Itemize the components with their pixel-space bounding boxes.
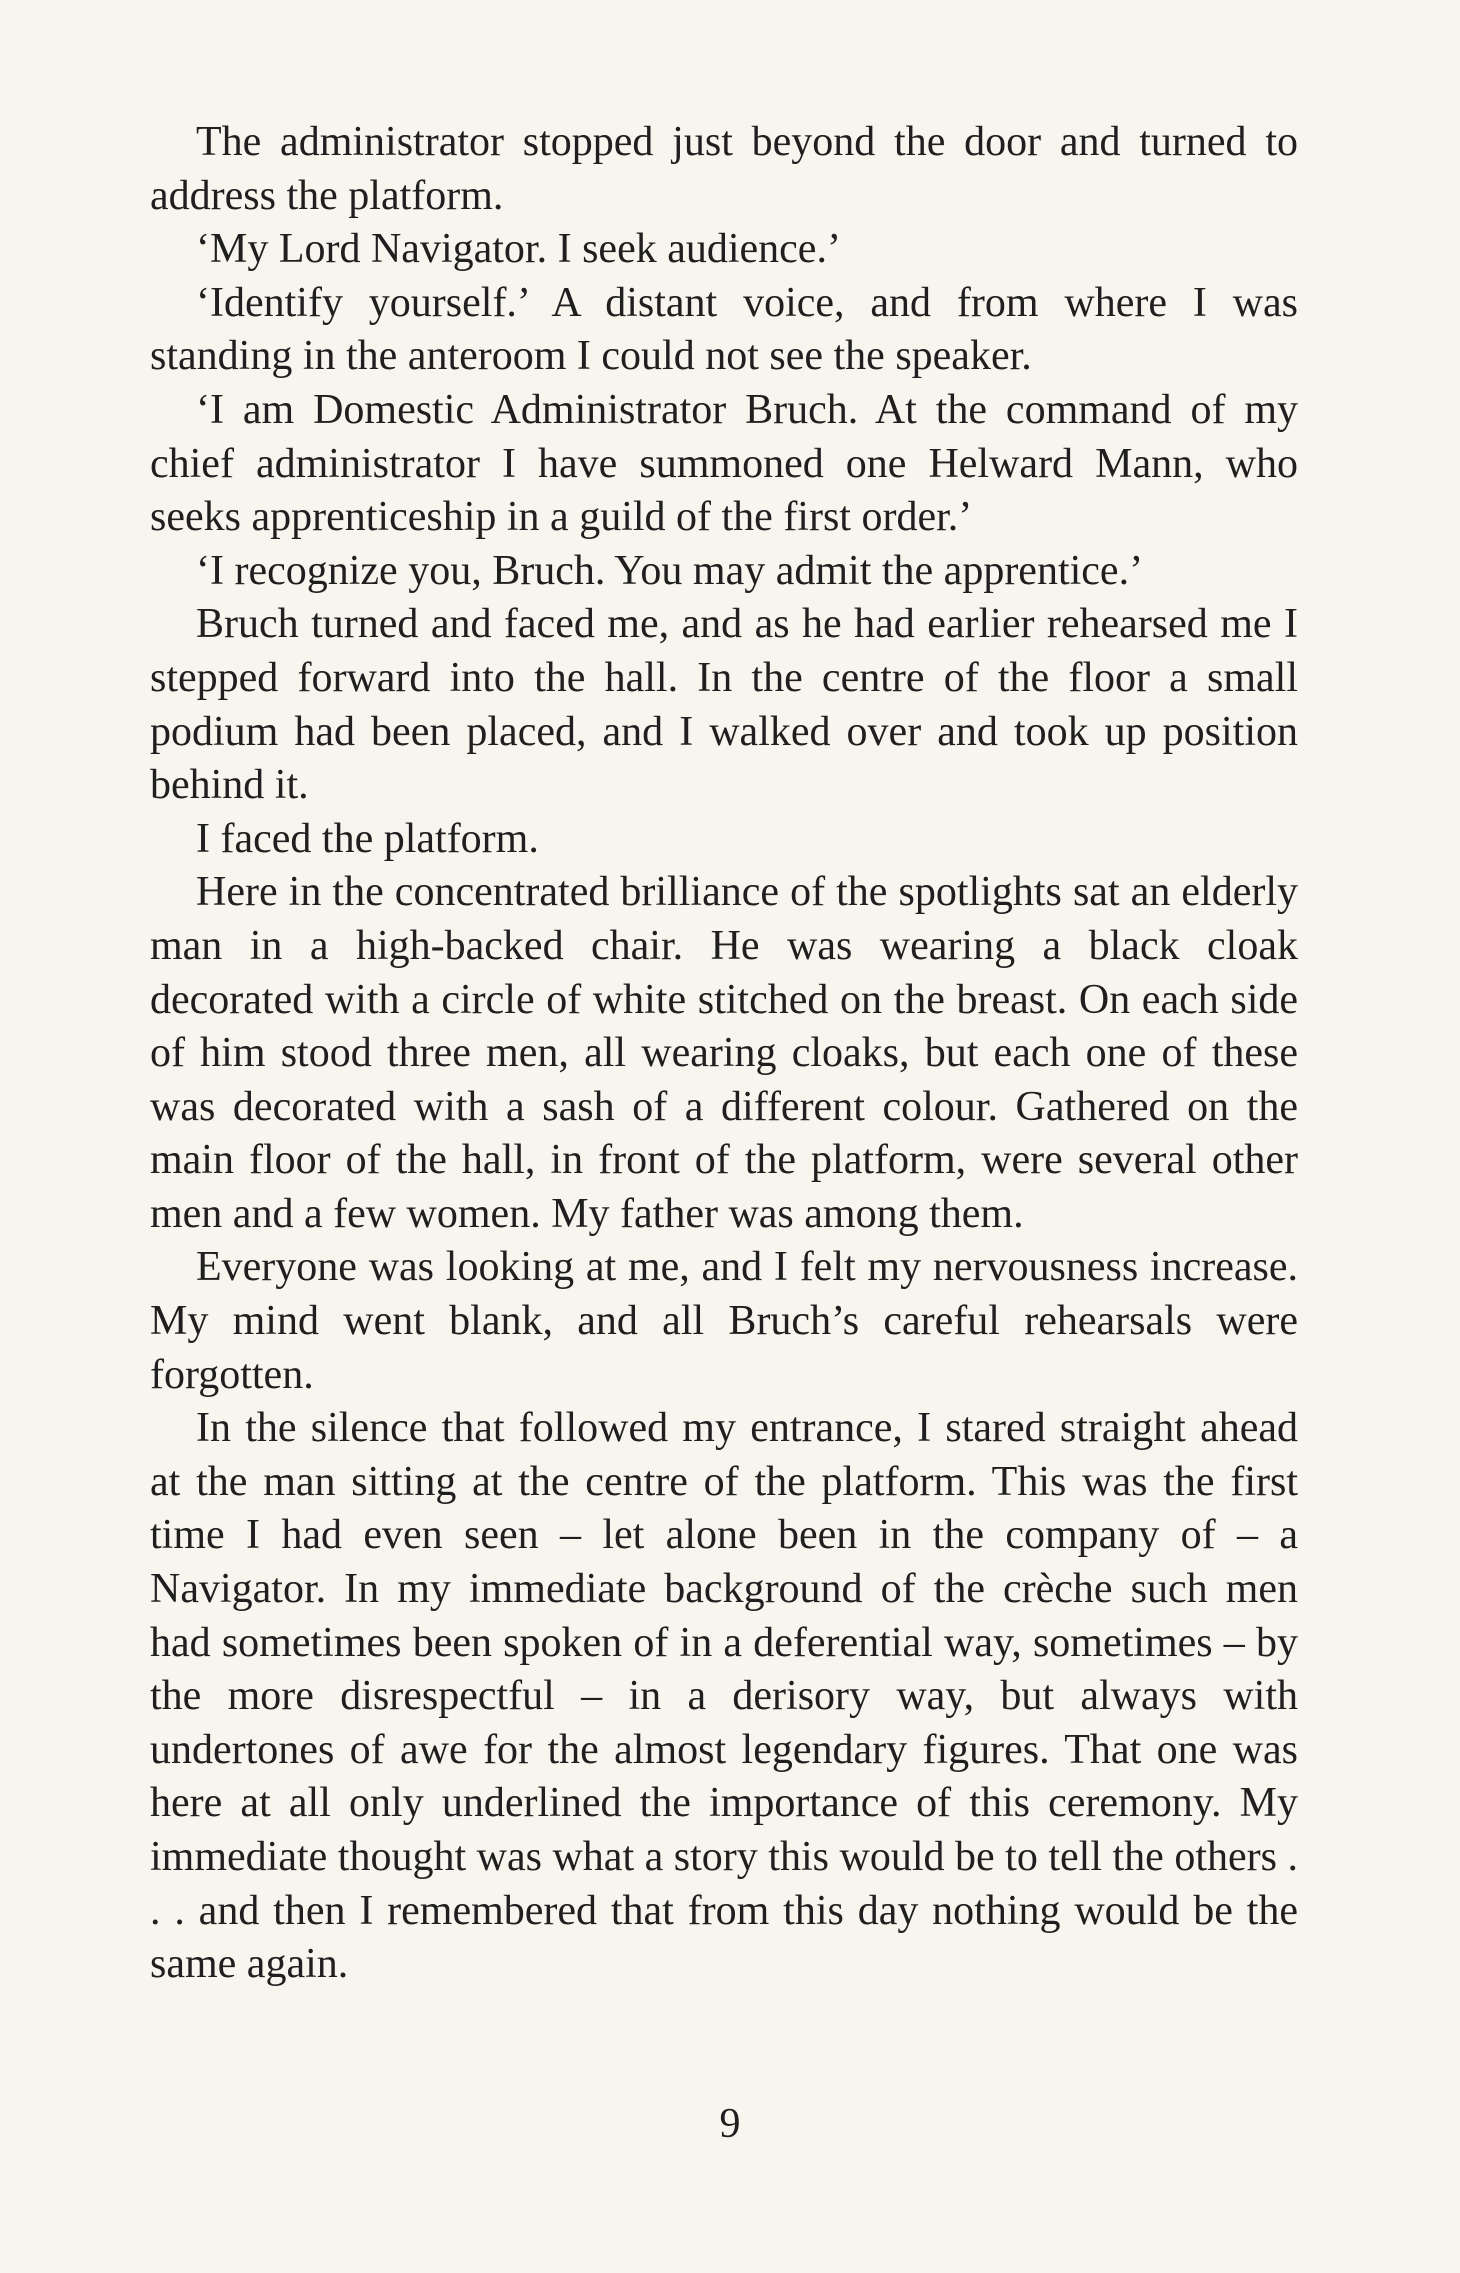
paragraph: ‘I am Domestic Administrator Bruch. At the command of my chief administrator I have summoned one Helward Mann, who seeks apprenticeship in a guild of the first order.’	[150, 386, 1298, 541]
paragraph: Here in the concentrated brilliance of the spotlights sat an elderly man in a high-backed chair. He was wearing a black cloak decorated with a circle of white stitched on the breast. On each side of him stood three men, all wearing cloaks, but each one of these was decorated with a sash of a different colour. Gathered on the main floor of the hall, in front of the platform, were several other men and a few women. My father was among them.	[150, 869, 1298, 1237]
paragraph: Everyone was looking at me, and I felt my nervousness increase. My mind went blank, and all Bruch’s careful rehearsals were forgotten.	[150, 1244, 1298, 1398]
paragraph: ‘I recognize you, Bruch. You may admit the apprentice.’	[196, 547, 1144, 594]
paragraph: I faced the platform.	[196, 815, 539, 862]
page-number: 9	[719, 2101, 741, 2147]
paragraph: ‘Identify yourself.’ A distant voice, and from where I was standing in the anteroom I could not see the speaker.	[150, 279, 1298, 380]
paragraph: ‘My Lord Navigator. I seek audience.’	[196, 226, 841, 273]
paragraph: In the silence that followed my entrance, I stared straight ahead at the man sitting at the centre of the platform. This was the first time I had even seen – let alone been in the company of – a Navigator. In my immediate background of the crèche such men had sometimes been spoken of in a deferential way, sometimes – by the more disrespectful – in a derisory way, but always with undertones of awe for the almost legendary figures. That one was here at all only underlined the importance of this ceremony. My immediate thought was what a story this would be to tell the others . . . and then I remembered that from this day nothing would be the same again.	[150, 1405, 1298, 1988]
body-text	[150, 116, 1298, 1992]
paragraph: Bruch turned and faced me, and as he had earlier rehearsed me I stepped forward into the hall. In the centre of the floor a small podium had been placed, and I walked over and took up position behind it.	[150, 601, 1298, 809]
paragraph: The administrator stopped just beyond the door and turned to address the platform.	[150, 119, 1298, 219]
